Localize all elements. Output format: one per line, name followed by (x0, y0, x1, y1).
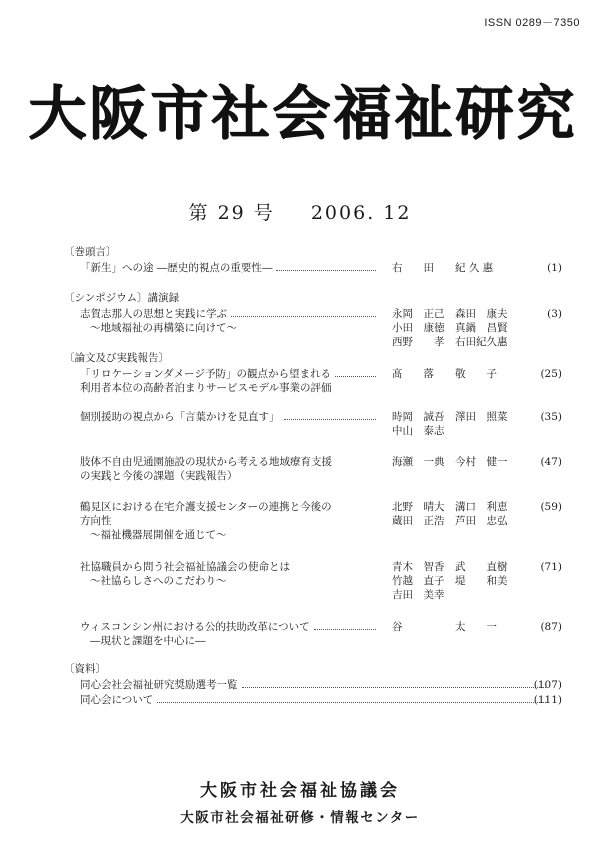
entry-page: (35) (540, 411, 562, 423)
toc-entry (80, 261, 380, 275)
entry-subtitle: 利用者本位の高齢者泊まりサービスモデル事業の評価 (80, 382, 332, 394)
toc-entry (80, 693, 550, 707)
entry-page: (71) (540, 561, 562, 573)
section-symposium: 〔シンポジウム〕講演録 (64, 292, 180, 304)
entry-authors: 谷 太 一 (392, 621, 497, 633)
entry-title: 個別援助の視点から「言葉かけを見直す」 (80, 411, 280, 423)
issue-date: 2006. 12 (310, 202, 412, 224)
entry-title: ウィスコンシン州における公的扶助改革について (80, 621, 310, 633)
entry-page: (1) (547, 262, 562, 274)
entry-authors: 髙 落 敬 子 (392, 368, 497, 380)
toc-entry (80, 620, 380, 648)
entry-subtitle: の実践と今後の課題（実践報告） (80, 470, 238, 482)
issue-number: 第 29 号 (188, 202, 275, 224)
journal-title: 大阪市社会福祉研究 (28, 79, 578, 147)
entry-subtitle: ～地域福祉の再構築に向けて～ (90, 322, 237, 334)
entry-title: 肢体不自由児通園施設の現状から考える地域療育支援 (80, 456, 332, 468)
entry-subtitle: ―現状と課題を中心に― (90, 635, 206, 647)
section-materials: 〔資料〕 (64, 663, 106, 675)
publisher-name: 大阪市社会福祉協議会 (200, 781, 400, 801)
entry-page: (25) (540, 368, 562, 380)
entry-title: 志賀志那人の思想と実践に学ぶ (80, 308, 227, 320)
toc-entry (80, 410, 380, 424)
entry-title: 同心会社会福祉研究奨励選考一覧 (80, 679, 238, 691)
toc-entry (80, 455, 380, 483)
toc-entry (80, 307, 380, 335)
entry-page: (111) (533, 694, 562, 706)
issue-line (0, 198, 600, 225)
entry-title: 「新生」への途 ―歴史的視点の重要性― (80, 262, 273, 274)
entry-authors: 青木 智香 武 直樹 竹越 直子 堤 和美 吉田 美幸 (392, 561, 508, 601)
entry-title: 「リロケーションダメージ予防」の観点から望まれる (80, 368, 331, 380)
entry-page: (47) (540, 456, 562, 468)
toc-entry (80, 500, 380, 542)
toc-entry (80, 678, 550, 692)
entry-authors: 時岡 誠吾 澤田 照菜 中山 泰志 (392, 411, 508, 437)
section-foreword: 〔巻頭言〕 (64, 246, 117, 258)
entry-authors: 永岡 正己 森田 康夫 小田 康徳 真鍋 昌賢 西野 孝 右田紀久惠 (392, 308, 508, 348)
entry-subtitle-2: ～福祉機器展開催を通じて～ (90, 529, 227, 541)
entry-subtitle: ～社協らしさへのこだわり～ (90, 575, 227, 587)
entry-subtitle: 方向性 (80, 515, 112, 527)
issn-label: ISSN 0289－7350 (484, 17, 580, 29)
entry-title: 社協職員から問う社会福祉協議会の使命とは (80, 561, 290, 573)
section-papers: 〔論文及び実践報告〕 (64, 352, 169, 364)
entry-authors: 北野 晴大 溝口 利恵 蔵田 正浩 芦田 忠弘 (392, 501, 508, 527)
entry-page: (3) (547, 308, 562, 320)
entry-authors: 右 田 紀 久 惠 (392, 262, 494, 274)
entry-page: (107) (533, 679, 562, 691)
publisher-center: 大阪市社会福祉研修・情報センター (180, 810, 420, 826)
entry-page: (59) (540, 501, 562, 513)
entry-title: 鶴見区における在宅介護支援センターの連携と今後の (80, 501, 332, 513)
entry-title: 同心会について (80, 694, 154, 706)
entry-authors: 海瀬 一典 今村 健一 (392, 456, 508, 468)
toc-entry (80, 560, 380, 588)
entry-page: (87) (540, 621, 562, 633)
toc-entry (80, 367, 380, 395)
